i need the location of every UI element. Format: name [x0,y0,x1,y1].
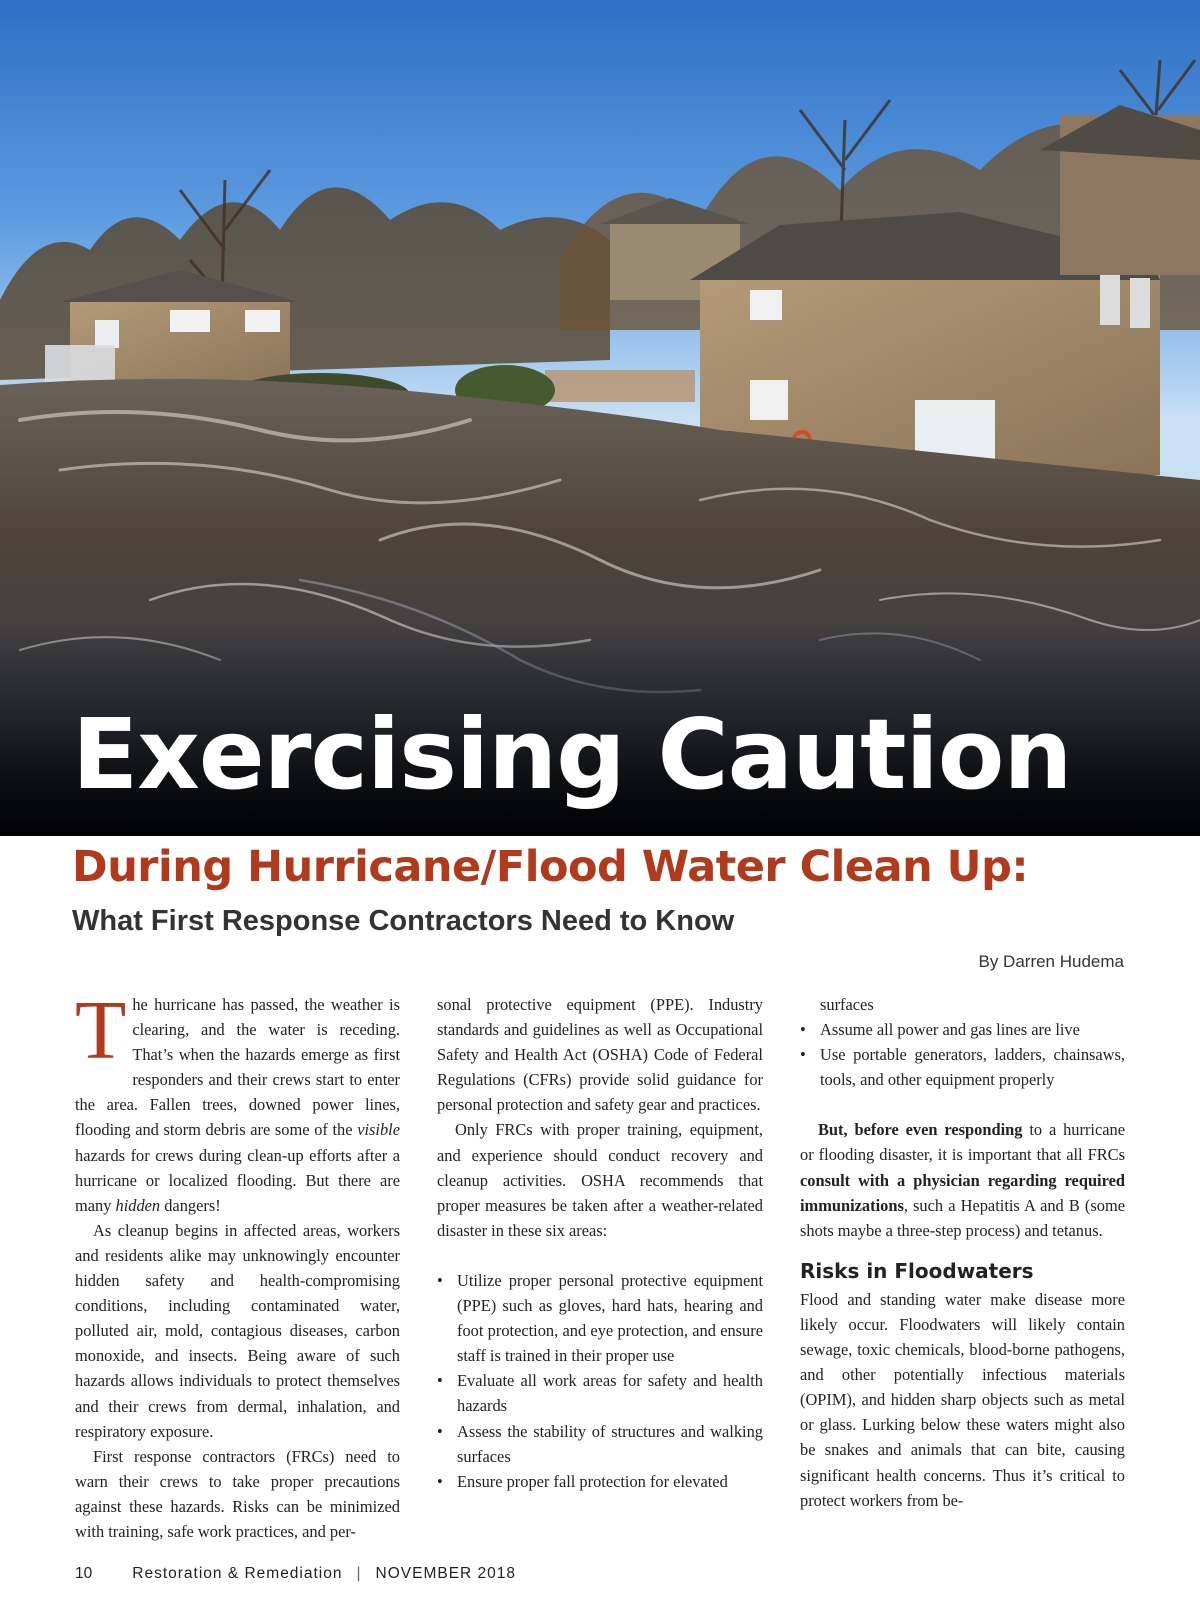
section-heading: Risks in Floodwaters [800,1258,1034,1283]
osha-measures-list [437,1268,763,1494]
intro-paragraph [75,984,400,1218]
text-run: he hurricane has passed, the weather is clearing, and the water is receding. That’s when the hazards emerge as first responders and their crews start to enter the area. Fallen trees, downed power lines, flooding and storm debris are some of the [75,995,400,1140]
article-column-1 [75,984,400,1544]
text-run: hazards for crews during clean-up efforts after a hurricane or localized flooding. But there are many [75,1145,400,1215]
emphasis-hidden: hidden [115,1195,161,1215]
bold-run: But, before even responding [818,1120,1023,1140]
emphasis-visible: visible [357,1120,400,1140]
osha-measures-list-continued [800,1017,1125,1092]
list-item: • Assess the stability of structures and walking surfaces [437,1421,763,1466]
list-item: • Assume all power and gas lines are live [800,1020,1080,1040]
list-item-continuation: surfaces [820,995,874,1014]
page-footer [75,1565,516,1583]
article-column-2 [437,992,763,1494]
list-item: • Use portable generators, ladders, chainsaws, tools, and other equipment properly [800,1045,1125,1090]
footer-separator: | [356,1565,362,1582]
list-item: • Utilize proper personal protective equipment (PPE) such as gloves, hard hats, hearing and foot protection, and eye protection, and ensure staff is trained in their proper use [437,1270,763,1366]
text-run: dangers! [160,1195,221,1215]
publication-name: Restoration & Remediation [132,1565,343,1582]
article-deck-subtitle: What First Response Contractors Need to Know [72,905,735,937]
text-run: to a hurricane or flooding disaster, it is important that all FRCs [800,1120,1125,1165]
paragraph: Flood and standing water make disease more likely occur. Floodwaters will likely contain sewage, toxic chemicals, blood-borne pathogens, and other potentially infectious materials (OPIM), and hidden sharp objects such as metal or glass. Lurking below these waters might also be snakes and animals that can bite, causing significant health concerns. Thus it’s critical to protect workers from be- [800,1289,1125,1510]
article-column-3 [800,992,1125,1513]
issue-date: NOVEMBER 2018 [375,1565,517,1582]
paragraph: First response contractors (FRCs) need to warn their crews to take proper precautions against these hazards. Risks can be minimized with training, safe work practices, and per- [75,1446,400,1541]
paragraph: Only FRCs with proper training, equipment, and experience should conduct recovery and cleanup activities. OSHA recommends that proper measures be taken after a weather-related disaster in these six areas: [437,1120,763,1240]
text-run: , such a Hepatitis A and B (some shots maybe a three-step process) and tetanus. [800,1195,1125,1240]
list-item: • Ensure proper fall protection for elevated [437,1471,728,1491]
paragraph: sonal protective equipment (PPE). Industry standards and guidelines as well as Occupational Safety and Health Act (OSHA) Code of Federal Regulations (CFRs) provide solid guidance for personal protection and safety gear and practices. [437,995,763,1115]
article-title: Exercising Caution [72,698,1072,811]
paragraph: As cleanup begins in affected areas, workers and residents alike may unknowingly encounter hidden safety and health-compromising conditions, including contaminated water, polluted air, mold, contagious diseases, carbon monoxide, and insects. Being aware of such hazards allows individuals to protect themselves and their crews from dermal, inhalation, and respiratory exposure. [75,1220,400,1441]
list-item: • Evaluate all work areas for safety and health hazards [437,1371,763,1416]
dropcap: T [75,984,127,1077]
byline: By Darren Hudema [978,952,1124,971]
paragraph [800,1117,1125,1242]
bold-run: consult with a physician regarding required immunizations [800,1170,1125,1215]
article-deck-title: During Hurricane/Flood Water Clean Up: [72,842,1029,892]
page-number: 10 [75,1565,93,1582]
